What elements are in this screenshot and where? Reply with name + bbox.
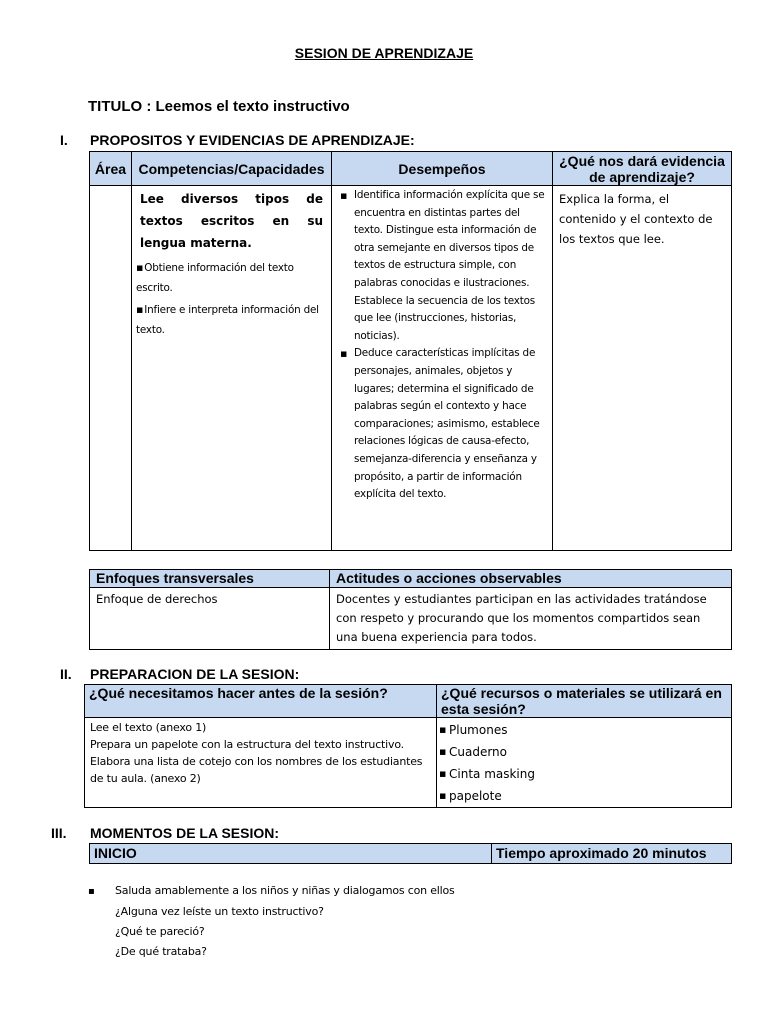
header-evidencia: ¿Qué nos dará evidencia de aprendizaje?	[553, 152, 732, 186]
list-item: ▪ Deduce características implícitas de personajes, animales, objetos y lugares; determina el significado de palabras según el contexto y hace comparaciones; asimismo, establece relaciones lógicas de causa-efecto, semejanza-diferencia y enseñanza y propósito, a partir de información explícita del texto.	[336, 345, 548, 503]
table-header-row	[85, 685, 732, 718]
recursos-list	[439, 719, 727, 807]
antes-cell	[85, 718, 437, 808]
header-desempenos: Desempeños	[332, 152, 553, 186]
actitudes-text: Docentes y estudiantes participan en las actividades tratándose con respeto y procurando que los momentos compartidos sean una buena experiencia para todos.	[336, 592, 707, 644]
pregunta-line: ¿De qué trataba?	[115, 945, 207, 958]
recursos-cell	[437, 718, 732, 808]
evidencia-cell	[553, 186, 732, 551]
list-item: ▪ Saluda amablemente a los niños y niñas y dialogamos con ellos	[88, 884, 455, 897]
header-competencias: Competencias/Capacidades	[132, 152, 332, 186]
desempenos-cell	[332, 186, 553, 551]
antes-line: Lee el texto (anexo 1)	[90, 721, 207, 734]
section-number: II.	[60, 666, 72, 682]
capacidad-item: ▪ Obtiene información del texto escrito.	[136, 258, 323, 298]
antes-line: Prepara un papelote con la estructura del texto instructivo.	[90, 738, 404, 751]
propositos-table	[89, 151, 732, 551]
desempenos-list	[336, 187, 548, 504]
header-area: Área	[90, 152, 132, 186]
list-item: ▪ papelote	[439, 785, 727, 807]
enfoque-text: Enfoque de derechos	[96, 592, 218, 606]
table-row	[90, 588, 732, 650]
section-number: I.	[60, 132, 68, 148]
antes-line: Elabora una lista de cotejo con los nombres de los estudiantes de tu aula. (anexo 2)	[90, 755, 423, 785]
list-item: ▪ Cinta masking	[439, 763, 727, 785]
table-header-row	[90, 570, 732, 588]
enfoques-table	[89, 569, 732, 650]
section-1-heading	[60, 132, 560, 150]
table-row	[90, 186, 732, 551]
table-header-row	[90, 844, 732, 864]
section-2-heading	[60, 666, 560, 684]
enfoque-cell	[90, 588, 330, 650]
document-title: SESION DE APRENDIZAJE	[294, 45, 474, 61]
list-item: ▪ Cuaderno	[439, 741, 727, 763]
competencia-text: Lee diversos tipos de textos escritos en su lengua materna.	[140, 192, 323, 250]
section-title: MOMENTOS DE LA SESION:	[90, 825, 280, 841]
section-title: PROPOSITOS Y EVIDENCIAS DE APRENDIZAJE:	[90, 132, 415, 148]
inicio-table	[89, 843, 732, 864]
inicio-content	[88, 881, 728, 962]
competencias-cell	[132, 186, 332, 551]
capacidad-item: ▪ Infiere e interpreta información del texto.	[136, 300, 323, 340]
header-actitudes: Actitudes o acciones observables	[330, 570, 732, 588]
section-title: PREPARACION DE LA SESION:	[90, 666, 300, 682]
list-item: ▪ Plumones	[439, 719, 727, 741]
actitudes-cell	[330, 588, 732, 650]
header-antes: ¿Qué necesitamos hacer antes de la sesión?	[85, 685, 437, 718]
pregunta-line: ¿Alguna vez leíste un texto instructivo?	[115, 905, 324, 918]
area-cell	[90, 186, 132, 551]
preparacion-table	[84, 684, 732, 808]
table-row	[85, 718, 732, 808]
tiempo-label: Tiempo aproximado 20 minutos	[492, 844, 732, 864]
section-number: III.	[51, 825, 67, 841]
list-item: ▪ Identifica información explícita que se encuentra en distintas partes del texto. Distingue esta información de otra semejante en diversos tipos de textos de estructura simple, con palabras conocidas e ilustraciones. Establece la secuencia de los textos que lee (instrucciones, historias, noticias).	[336, 187, 548, 345]
pregunta-line: ¿Qué te pareció?	[115, 925, 205, 938]
evidencia-text: Explica la forma, el contenido y el contexto de los textos que lee.	[559, 192, 713, 246]
section-3-heading	[51, 825, 551, 843]
header-enfoques: Enfoques transversales	[90, 570, 330, 588]
inicio-label: INICIO	[90, 844, 492, 864]
header-recursos: ¿Qué recursos o materiales se utilizará en esta sesión?	[437, 685, 732, 718]
session-title: TITULO : Leemos el texto instructivo	[88, 98, 350, 115]
table-header-row	[90, 152, 732, 186]
